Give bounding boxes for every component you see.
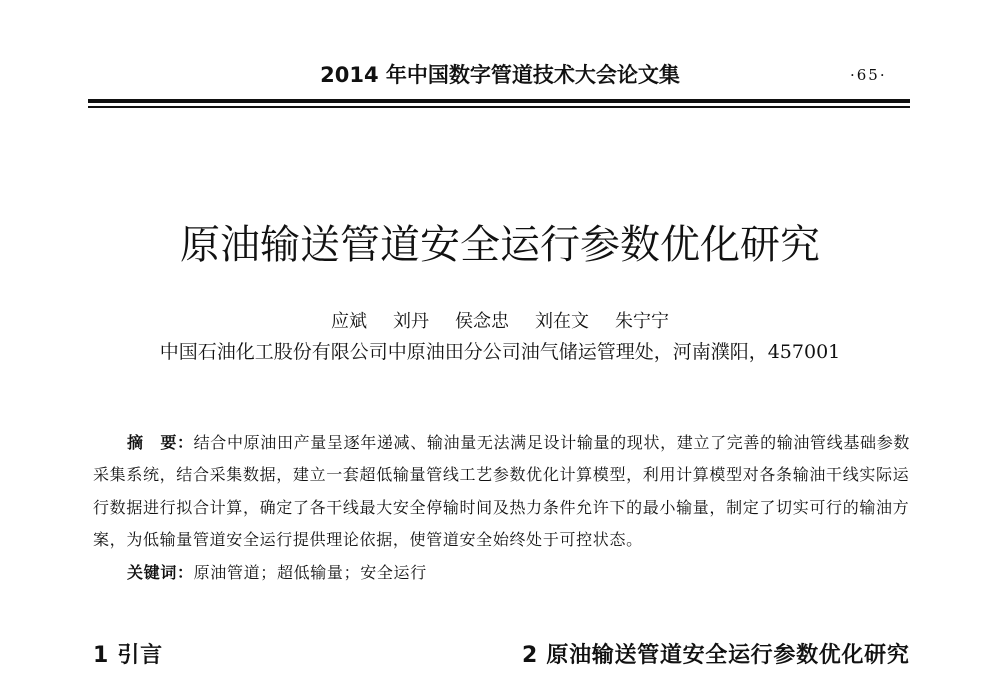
author-list [0,311,1000,333]
section-heading-optimization-study: 2 原油输送管道安全运行参数优化研究 [522,643,910,668]
abstract-line [93,427,913,459]
author-name: 侯念忠 [455,311,509,332]
keywords [127,557,427,589]
header-rule-thin [88,106,910,108]
author-affiliation: 中国石油化工股份有限公司中原油田分公司油气储运管理处，河南濮阳，457001 [159,341,841,363]
keywords-label: 关键词： [127,563,194,582]
abstract-text: 结合中原油田产量呈逐年递减、输油量无法满足设计输量的现状，建立了完善的输油管线基础参数 [193,433,911,452]
page-number: ·65· [850,66,887,84]
author-name: 刘丹 [393,311,429,332]
author-name: 应斌 [331,311,367,332]
section-heading-introduction: 1 引言 [93,643,163,668]
abstract-line: 行数据进行拟合计算，确定了各干线最大安全停输时间及热力条件允许下的最小输量，制定了切实可行的输油方 [93,497,910,517]
keywords-text: 原油管道；超低输量；安全运行 [193,563,427,582]
header-rule-thick [88,99,910,103]
running-header-title: 2014 年中国数字管道技术大会论文集 [320,63,680,87]
abstract-line: 采集系统，结合采集数据，建立一套超低输量管线工艺参数优化计算模型，利用计算模型对各条输油干线实际运 [93,465,910,485]
paper-title: 原油输送管道安全运行参数优化研究 [180,222,820,268]
author-name: 刘在文 [535,311,589,332]
abstract-line: 案，为低输量管道安全运行提供理论依据，使管道安全始终处于可控状态。 [93,530,643,550]
abstract [93,427,913,557]
author-name: 朱宁宁 [615,311,669,332]
abstract-label: 摘 要： [127,433,194,452]
